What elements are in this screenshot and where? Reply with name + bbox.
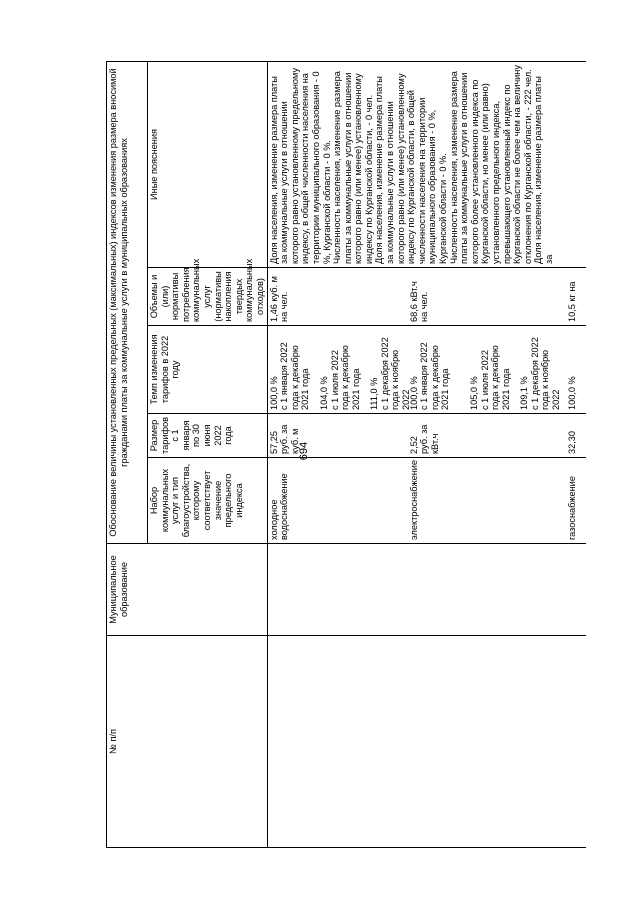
volume-value: 68,6 кВт.ч на чел. — [408, 281, 430, 322]
note-paragraph: Доля населения, изменение размера платы за — [533, 76, 554, 264]
growth-rate: 105,0 % — [468, 376, 479, 410]
cell-services — [267, 458, 586, 544]
tariff-value: 32,30 — [566, 431, 577, 454]
note-paragraph: Доля населения, изменение размера платы за коммунальные услуги в отношении которого равно (или менее) установленному индексу по Курганской области, в общей численности населения на территории муниципального образования - 0 %, Курганской области - 0 %. — [374, 73, 449, 264]
growth-rate: 100,0 % — [408, 376, 419, 410]
growth-period: с 1 июля 2022 года к декабрю 2021 года — [329, 345, 361, 410]
note-paragraph: Численность населения, изменение размера платы за коммунальные услуги в отношении которого более установленного индекса по Курганской области, но менее (или равно) установленного предельного индекса, превышающего установленный индекс по Курганской области не более чем на величину отклонения по Курганской области, - 222 чел. — [448, 65, 533, 264]
growth-period: с 1 декабря 2022 года к ноябрю 2022 — [379, 337, 412, 410]
growth-rate: 100,0 % — [566, 376, 577, 410]
tariff-value: 2,52 руб. за кВт.ч — [408, 424, 440, 454]
header-notes: Иные пояснения — [148, 61, 268, 267]
page-number: 694 — [298, 441, 310, 461]
cell-num — [267, 636, 586, 848]
growth-rate: 109,1 % — [519, 376, 530, 410]
cell-tariffs — [267, 414, 586, 458]
header-tariff: Размер тарифов с 1 января по 30 июня 2022 года — [148, 414, 268, 458]
cell-growth — [267, 326, 586, 414]
growth-period: с 1 декабря 2022 года к ноябрю 2022 — [529, 337, 562, 410]
growth-period: с 1 июля 2022 года к декабрю 2021 года — [479, 345, 511, 410]
header-volumes: Объемы и (или) нормативы потребления коммунальных услуг (нормативы накопления твердых коммунальных отходов) — [148, 268, 268, 326]
cell-municipality — [267, 544, 586, 636]
service-name: холодное водоснабжение — [268, 473, 290, 540]
growth-block — [408, 329, 562, 410]
service-name: электроснабжение — [408, 459, 419, 540]
header-num: № п/п — [107, 636, 268, 848]
tariff-value: 57,25 руб. за куб. м — [268, 424, 300, 454]
growth-period: с 1 января 2022 года к декабрю 2021 года — [279, 342, 311, 410]
growth-rate: 111,0 % — [369, 377, 380, 410]
growth-period: с 1 января 2022 года к декабрю 2021 года — [419, 342, 451, 410]
rotated-table-container — [106, 62, 636, 848]
cell-notes — [267, 61, 586, 267]
volume-value: 10,5 кг на — [566, 281, 577, 322]
note-paragraph: Доля населения, изменение размера платы за коммунальные услуги в отношении которого равно установленному предельному индексу, в общей численности населения на территории муниципального образования - 0 %, Курганской области - 0 %. — [268, 67, 332, 264]
note-paragraph: Численность населения, изменение размера платы за коммунальные услуги в отношении которого равно (или менее) установленному индексу по Курганской области, - 0 чел. — [332, 71, 374, 264]
header-growth: Темп изменения тарифов в 2022 году — [148, 326, 268, 414]
volume-value: 1,46 куб. м на чел. — [268, 276, 290, 322]
table-row — [267, 61, 586, 847]
header-municipality: Муниципальное образование — [107, 544, 268, 636]
growth-block — [268, 329, 412, 410]
growth-rate: 104,0 % — [318, 376, 329, 410]
justification-table — [106, 61, 586, 848]
growth-rate: 100,0 % — [268, 376, 279, 410]
table-title: Обоснование величины установленных предельных (максимальных) индексов изменения размера вносимой гражданами платы за коммунальные услуги в муниципальных образованиях — [107, 61, 148, 543]
header-service-set: Набор коммунальных услуг и тип благоустройства, которому соответствует значение предельного индекса — [148, 458, 268, 544]
service-name: газоснабжение — [566, 476, 577, 540]
cell-volumes — [267, 268, 586, 326]
growth-block — [567, 329, 578, 410]
